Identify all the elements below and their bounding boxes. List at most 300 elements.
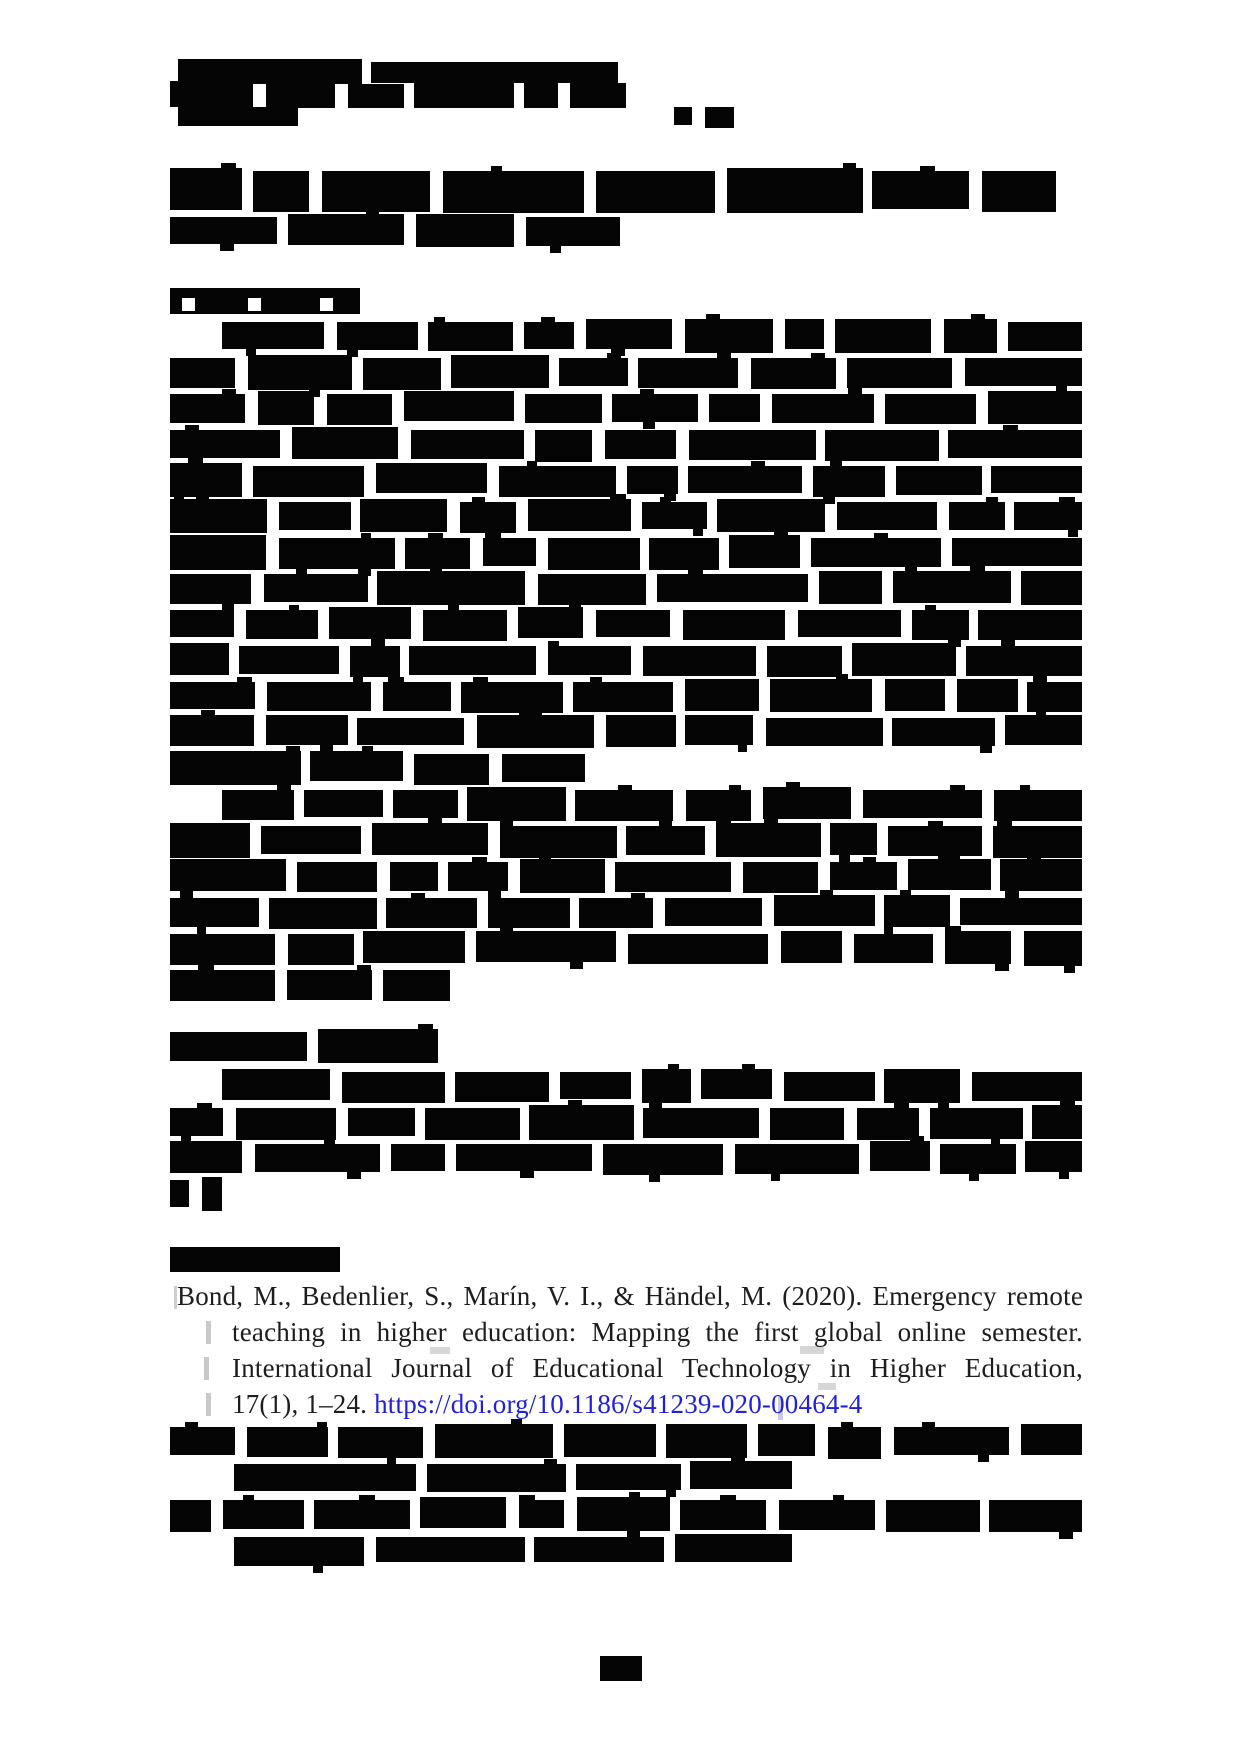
redacted-word-paragraph-1 — [253, 466, 364, 497]
redacted-word-paragraph-3 — [170, 1108, 223, 1136]
redacted-word-paragraph-1 — [885, 679, 945, 711]
ascender-bump — [1020, 785, 1030, 791]
redacted-word-article-title — [526, 217, 620, 246]
ascender-bump — [660, 497, 671, 503]
redacted-word-reference-2 — [234, 1464, 416, 1491]
ascender-bump — [618, 785, 632, 791]
ascender-bump — [590, 677, 602, 683]
redacted-word-paragraph-2 — [297, 862, 377, 892]
redacted-word-paragraph-1 — [772, 394, 874, 423]
redacted-word-paragraph-1 — [170, 358, 235, 388]
redacted-word-paragraph-2 — [170, 823, 250, 858]
ascender-bump — [201, 710, 215, 716]
redacted-word-reference-2 — [690, 1461, 792, 1489]
redacted-word-paragraph-1 — [502, 754, 585, 782]
ascender-bump — [448, 605, 459, 611]
redacted-section-heading — [170, 288, 360, 314]
redacted-word-paragraph-1 — [912, 610, 969, 640]
redaction-artifact — [206, 1321, 211, 1344]
descender-tail — [693, 528, 703, 536]
redacted-word-reference-2 — [427, 1464, 566, 1492]
redacted-word-paragraph-1 — [170, 682, 255, 709]
redacted-word-paragraph-1 — [525, 394, 602, 423]
redacted-word-paragraph-1 — [729, 535, 800, 568]
descender-tail — [969, 1173, 979, 1181]
redacted-word-paragraph-1 — [573, 682, 673, 712]
ascender-bump — [910, 1136, 924, 1142]
redacted-word-paragraph-1 — [1008, 322, 1082, 351]
redacted-word-paragraph-1 — [170, 643, 229, 675]
redacted-word-reference-2 — [435, 1424, 553, 1458]
redacted-word-paragraph-2 — [448, 862, 508, 891]
ascender-bump — [1056, 386, 1067, 392]
ascender-bump — [434, 317, 445, 323]
ascender-bump — [863, 857, 876, 863]
redacted-word-paragraph-3 — [930, 1108, 1023, 1139]
ascender-bump — [610, 494, 626, 500]
redacted-word-paragraph-2 — [390, 862, 438, 891]
redacted-word-paragraph-2 — [665, 898, 762, 926]
ascender-bump — [928, 821, 943, 827]
ascender-bump — [925, 605, 936, 611]
ascender-bump — [181, 1136, 191, 1142]
redacted-word-paragraph-1 — [246, 610, 318, 639]
redacted-word-paragraph-2 — [615, 862, 731, 892]
reference-line-2: teaching in higher education: Mapping the first global online semester. — [232, 1317, 1083, 1347]
redacted-word-journal-header — [674, 107, 692, 125]
redacted-word-article-title — [416, 214, 514, 247]
ascender-bump — [317, 1422, 327, 1428]
ascender-bump — [519, 1495, 535, 1501]
ascender-bump — [527, 461, 537, 467]
redacted-word-paragraph-1 — [688, 466, 802, 493]
descender-tail — [488, 890, 501, 898]
ascender-bump — [544, 1459, 557, 1465]
redacted-word-paragraph-1 — [329, 607, 411, 639]
redacted-word-paragraph-2 — [287, 970, 372, 1000]
ascender-bump — [811, 353, 825, 359]
ascender-bump — [774, 530, 788, 536]
redacted-word-paragraph-1 — [1021, 571, 1082, 605]
ascender-bump — [418, 1024, 433, 1030]
redacted-word-paragraph-2 — [222, 790, 294, 820]
redacted-word-paragraph-1 — [414, 754, 489, 785]
redacted-word-paragraph-1 — [638, 358, 738, 388]
redacted-word-paragraph-1 — [944, 319, 997, 353]
ascender-bump — [938, 1103, 949, 1109]
ascender-bump — [361, 533, 371, 539]
redacted-word-paragraph-1 — [657, 574, 808, 602]
redacted-word-paragraph-2 — [372, 823, 488, 855]
redacted-word-paragraph-1 — [852, 643, 956, 676]
descender-tail — [666, 1489, 676, 1497]
redacted-word-paragraph-1 — [411, 430, 524, 459]
ascender-bump — [751, 461, 765, 467]
redacted-word-paragraph-1 — [170, 574, 251, 604]
redacted-word-paragraph-1 — [766, 718, 883, 746]
redacted-word-paragraph-1 — [460, 502, 516, 533]
descender-tail — [220, 243, 234, 251]
ascender-bump — [222, 389, 236, 395]
redacted-word-paragraph-1 — [170, 463, 242, 497]
ascender-bump — [1060, 1100, 1075, 1106]
ascender-bump — [353, 677, 363, 683]
ascender-bump — [874, 533, 888, 539]
ascender-bump — [742, 1064, 755, 1070]
redacted-word-paragraph-1 — [835, 319, 931, 353]
redacted-word-paragraph-3 — [870, 1141, 930, 1171]
redacted-word-article-title — [288, 214, 404, 245]
redacted-word-paragraph-1 — [1014, 502, 1082, 530]
ascender-bump — [243, 1495, 254, 1501]
redacted-word-paragraph-3 — [170, 1180, 189, 1207]
ascender-bump — [427, 76, 437, 82]
ascender-bump — [731, 1456, 745, 1462]
redacted-word-paragraph-1 — [423, 610, 507, 641]
ascender-bump — [548, 641, 559, 647]
ascender-bump — [706, 314, 720, 320]
redacted-word-journal-header — [371, 62, 618, 83]
ascender-bump — [607, 353, 621, 359]
redacted-word-paragraph-1 — [528, 499, 631, 531]
redacted-word-paragraph-1 — [428, 322, 513, 351]
ascender-bump — [841, 1422, 853, 1428]
ascender-bump — [357, 965, 371, 971]
redacted-word-journal-header — [266, 84, 335, 108]
redacted-word-paragraph-1 — [717, 499, 825, 532]
redacted-word-paragraph-1 — [896, 466, 982, 495]
redacted-word-paragraph-2 — [363, 931, 465, 963]
redacted-word-paragraph-3 — [884, 1069, 960, 1103]
redacted-word-paragraph-1 — [357, 718, 464, 745]
redacted-word-article-title — [253, 171, 309, 212]
redacted-word-reference-3 — [886, 1500, 980, 1532]
redacted-word-paragraph-3 — [348, 1108, 415, 1136]
redacted-word-paragraph-1 — [988, 391, 1082, 424]
redacted-word-paragraph-1 — [767, 646, 842, 677]
redacted-word-paragraph-3 — [603, 1144, 723, 1175]
redacted-word-paragraph-1 — [258, 391, 314, 425]
redacted-word-reference-3 — [170, 1500, 211, 1532]
ascender-bump — [843, 163, 856, 169]
redacted-word-paragraph-1 — [461, 682, 563, 713]
redacted-word-paragraph-2 — [261, 826, 361, 854]
redacted-word-paragraph-1 — [170, 610, 234, 637]
ascender-bump — [539, 854, 551, 860]
redacted-word-paragraph-1 — [596, 610, 670, 637]
redacted-word-paragraph-2 — [863, 790, 982, 818]
redacted-word-journal-header — [705, 107, 734, 128]
ascender-bump — [185, 1422, 198, 1428]
redacted-word-paragraph-3 — [425, 1108, 520, 1140]
redacted-word-article-title — [727, 168, 863, 213]
ascender-bump — [640, 389, 654, 395]
redacted-word-paragraph-2 — [579, 898, 653, 928]
redacted-word-paragraph-2 — [994, 790, 1082, 821]
redacted-word-paragraph-3 — [784, 1072, 875, 1101]
descender-tail — [649, 1174, 660, 1182]
redacted-word-paragraph-2 — [908, 859, 991, 890]
redacted-word-paragraph-1 — [709, 394, 760, 422]
ascender-bump — [500, 821, 513, 827]
ascender-bump — [428, 818, 442, 824]
ascender-bump — [569, 602, 581, 608]
redacted-word-paragraph-1 — [548, 646, 631, 675]
redacted-word-paragraph-2 — [575, 790, 673, 821]
redacted-word-paragraph-1 — [612, 394, 698, 422]
redacted-word-paragraph-1 — [363, 358, 441, 390]
redacted-word-paragraph-1 — [548, 538, 640, 570]
redacted-word-paragraph-2 — [884, 895, 950, 927]
redacted-word-reference-3 — [420, 1497, 506, 1528]
redacted-word-paragraph-2 — [743, 862, 818, 893]
redacted-word-reference-3 — [989, 1500, 1082, 1532]
redacted-word-paragraph-1 — [991, 466, 1082, 493]
descender-tail — [371, 638, 385, 646]
ascender-bump — [198, 965, 214, 971]
reference-line-4 — [232, 1386, 863, 1422]
redacted-word-reference-3 — [314, 1500, 410, 1529]
redacted-word-reference-3 — [519, 1500, 564, 1528]
redacted-word-journal-header — [414, 81, 514, 108]
ascender-bump — [277, 785, 291, 791]
descender-tail — [738, 744, 747, 752]
redacted-word-paragraph-3 — [560, 1072, 631, 1099]
redacted-word-paragraph-2 — [488, 898, 570, 928]
redacted-word-paragraph-1 — [1027, 682, 1082, 712]
redacted-word-reference-3 — [376, 1537, 525, 1562]
redacted-word-paragraph-2 — [960, 898, 1082, 925]
redacted-word-paragraph-2 — [1000, 859, 1082, 891]
redacted-word-paragraph-1 — [948, 430, 1082, 458]
redacted-word-paragraph-1 — [292, 427, 398, 459]
ascender-bump — [820, 890, 833, 896]
ascender-bump — [945, 854, 960, 860]
redacted-word-paragraph-1 — [266, 715, 348, 745]
ascender-bump — [568, 1100, 582, 1106]
redacted-word-paragraph-1 — [642, 502, 707, 529]
redacted-word-paragraph-1 — [409, 646, 536, 675]
redaction-artifact — [206, 1393, 211, 1416]
redacted-word-reference-3 — [223, 1500, 304, 1529]
redacted-word-reference-2 — [894, 1427, 1009, 1455]
redacted-word-journal-header — [570, 83, 626, 108]
redacted-word-paragraph-3 — [236, 1108, 336, 1140]
redacted-word-paragraph-1 — [350, 646, 400, 677]
redacted-word-reference-2 — [338, 1427, 423, 1458]
redacted-word-paragraph-2 — [888, 826, 982, 856]
redacted-word-paragraph-2 — [170, 970, 275, 1001]
ascender-bump — [945, 926, 961, 932]
redacted-word-paragraph-1 — [170, 751, 301, 785]
redacted-word-paragraph-2 — [393, 790, 458, 818]
descender-tail — [1059, 1171, 1069, 1179]
redacted-word-paragraph-1 — [383, 682, 451, 711]
descender-tail — [197, 926, 206, 934]
ascender-bump — [836, 674, 848, 680]
redacted-word-paragraph-3 — [940, 1144, 1016, 1174]
descender-tail — [1068, 529, 1078, 537]
redacted-word-paragraph-1 — [892, 718, 995, 746]
redacted-word-paragraph-2 — [383, 970, 450, 1001]
ascender-bump — [833, 1495, 844, 1501]
ascender-bump — [289, 605, 299, 611]
reference-line-1: Bond, M., Bedenlier, S., Marín, V. I., & Händel, M. (2020). Emergency remote — [177, 1281, 1083, 1311]
redacted-word-paragraph-1 — [451, 355, 549, 388]
ascender-bump — [900, 890, 911, 896]
redacted-word-paragraph-3 — [972, 1072, 1082, 1101]
redacted-word-reference-2 — [666, 1424, 747, 1458]
ascender-bump — [894, 1103, 909, 1109]
redacted-word-paragraph-2 — [626, 826, 705, 855]
redacted-word-paragraph-1 — [535, 430, 592, 462]
ascender-bump — [688, 569, 703, 575]
ascender-bump — [971, 314, 985, 320]
ascender-bump — [206, 76, 220, 82]
redacted-word-paragraph-2 — [500, 826, 617, 858]
redacted-word-paragraph-1 — [685, 319, 773, 353]
letter-counter-speck — [320, 298, 333, 311]
ascender-bump — [188, 458, 203, 464]
ascender-bump — [472, 857, 487, 863]
descender-tail — [180, 890, 193, 898]
redacted-word-paragraph-3 — [391, 1144, 445, 1171]
redacted-word-paragraph-1 — [685, 715, 753, 745]
ascender-bump — [472, 497, 485, 503]
redaction-artifact — [204, 1357, 209, 1380]
redacted-word-paragraph-3 — [170, 1141, 242, 1173]
letter-counter-speck — [182, 298, 195, 311]
ascender-bump — [1003, 425, 1018, 431]
redacted-word-article-title — [872, 171, 969, 209]
ascender-bump — [473, 677, 488, 683]
redacted-word-article-title — [170, 168, 242, 210]
redacted-word-reference-2 — [170, 1427, 235, 1455]
ascender-bump — [716, 818, 731, 824]
redacted-word-paragraph-1 — [377, 571, 525, 605]
redacted-word-paragraph-1 — [606, 715, 676, 747]
redacted-word-paragraph-1 — [949, 502, 1005, 530]
ascender-bump — [729, 785, 741, 791]
ascender-bump — [986, 497, 998, 503]
redacted-word-paragraph-1 — [376, 463, 487, 493]
descender-tail — [771, 1173, 780, 1181]
redacted-word-paragraph-1 — [279, 502, 351, 530]
redacted-word-paragraph-1 — [966, 646, 1082, 676]
descender-tail — [1059, 1531, 1073, 1539]
ascender-bump — [1059, 497, 1075, 503]
redacted-word-paragraph-3 — [735, 1144, 859, 1174]
redacted-word-paragraph-1 — [811, 538, 941, 567]
ascender-bump — [519, 710, 534, 716]
redacted-word-paragraph-3 — [342, 1072, 445, 1103]
redacted-word-paragraph-1 — [649, 538, 719, 570]
ascender-bump — [659, 821, 672, 827]
redacted-page-number — [600, 1656, 642, 1681]
ascender-bump — [197, 1103, 212, 1109]
redacted-word-paragraph-2 — [304, 790, 383, 817]
redacted-word-paragraph-3 — [701, 1069, 772, 1099]
redacted-word-subsection-heading — [318, 1029, 438, 1063]
doi-link[interactable]: https://doi.org/10.1186/s41239-020-00464-4 — [374, 1389, 863, 1419]
redacted-word-article-title — [982, 171, 1056, 212]
ascender-bump — [629, 1492, 640, 1498]
redacted-word-paragraph-1 — [978, 610, 1082, 640]
redacted-word-paragraph-1 — [327, 394, 392, 425]
ascender-bump — [185, 425, 199, 431]
redacted-word-paragraph-3 — [202, 1177, 222, 1211]
descender-tail — [313, 1565, 323, 1573]
redacted-word-paragraph-2 — [269, 898, 377, 929]
redacted-word-paragraph-2 — [520, 859, 605, 893]
redacted-word-reference-2 — [576, 1464, 681, 1490]
descender-tail — [995, 963, 1009, 971]
ascender-bump — [970, 566, 985, 572]
redacted-word-paragraph-1 — [1005, 715, 1082, 745]
redacted-word-paragraph-2 — [170, 934, 275, 965]
redacted-word-paragraph-1 — [559, 358, 628, 386]
descender-tail — [570, 961, 583, 969]
redacted-word-paragraph-1 — [279, 538, 395, 569]
redacted-word-paragraph-1 — [785, 319, 824, 349]
redacted-word-paragraph-1 — [825, 430, 939, 461]
redacted-word-article-title — [322, 171, 430, 212]
redacted-word-paragraph-1 — [605, 430, 676, 459]
redacted-word-paragraph-2 — [945, 931, 1011, 964]
redacted-word-paragraph-2 — [686, 790, 751, 821]
redacted-word-paragraph-1 — [404, 391, 514, 421]
redacted-word-article-title — [170, 217, 277, 244]
redacted-word-paragraph-3 — [1025, 1141, 1082, 1172]
redacted-word-paragraph-3 — [222, 1069, 330, 1100]
redacted-word-paragraph-1 — [170, 535, 266, 570]
redacted-word-journal-header — [178, 107, 298, 126]
redacted-word-journal-header — [524, 83, 558, 108]
redacted-word-paragraph-2 — [830, 862, 897, 890]
redacted-word-paragraph-1 — [538, 574, 646, 605]
redacted-word-paragraph-1 — [819, 571, 882, 604]
redacted-word-paragraph-1 — [813, 466, 885, 497]
redacted-word-reference-2 — [1021, 1424, 1082, 1455]
redacted-word-paragraph-1 — [337, 322, 418, 350]
redacted-word-article-title — [443, 171, 584, 213]
redacted-word-reference-3 — [680, 1500, 766, 1530]
ascender-bump — [485, 533, 501, 539]
redacted-word-article-title — [596, 171, 715, 213]
redacted-word-subsection-heading — [170, 1032, 307, 1061]
redacted-word-paragraph-1 — [170, 430, 280, 458]
ascender-bump — [286, 746, 300, 752]
redacted-word-paragraph-3 — [642, 1069, 691, 1103]
descender-tail — [980, 745, 992, 753]
descender-tail — [550, 245, 561, 253]
redacted-word-paragraph-2 — [854, 934, 933, 963]
descender-tail — [1005, 890, 1019, 898]
redacted-word-paragraph-1 — [683, 610, 785, 640]
redacted-word-paragraph-1 — [499, 466, 616, 497]
redacted-word-reference-3 — [234, 1537, 364, 1566]
redacted-word-reference-3 — [577, 1497, 670, 1531]
redacted-word-paragraph-1 — [239, 646, 339, 674]
ascender-bump — [668, 1064, 679, 1070]
redacted-word-paragraph-1 — [170, 499, 267, 533]
redacted-word-reference-3 — [675, 1534, 792, 1562]
descender-tail — [643, 421, 655, 429]
redacted-word-paragraph-1 — [685, 679, 759, 711]
redacted-word-paragraph-3 — [456, 1144, 592, 1171]
ascender-bump — [720, 1495, 736, 1501]
descender-tail — [1064, 965, 1075, 973]
